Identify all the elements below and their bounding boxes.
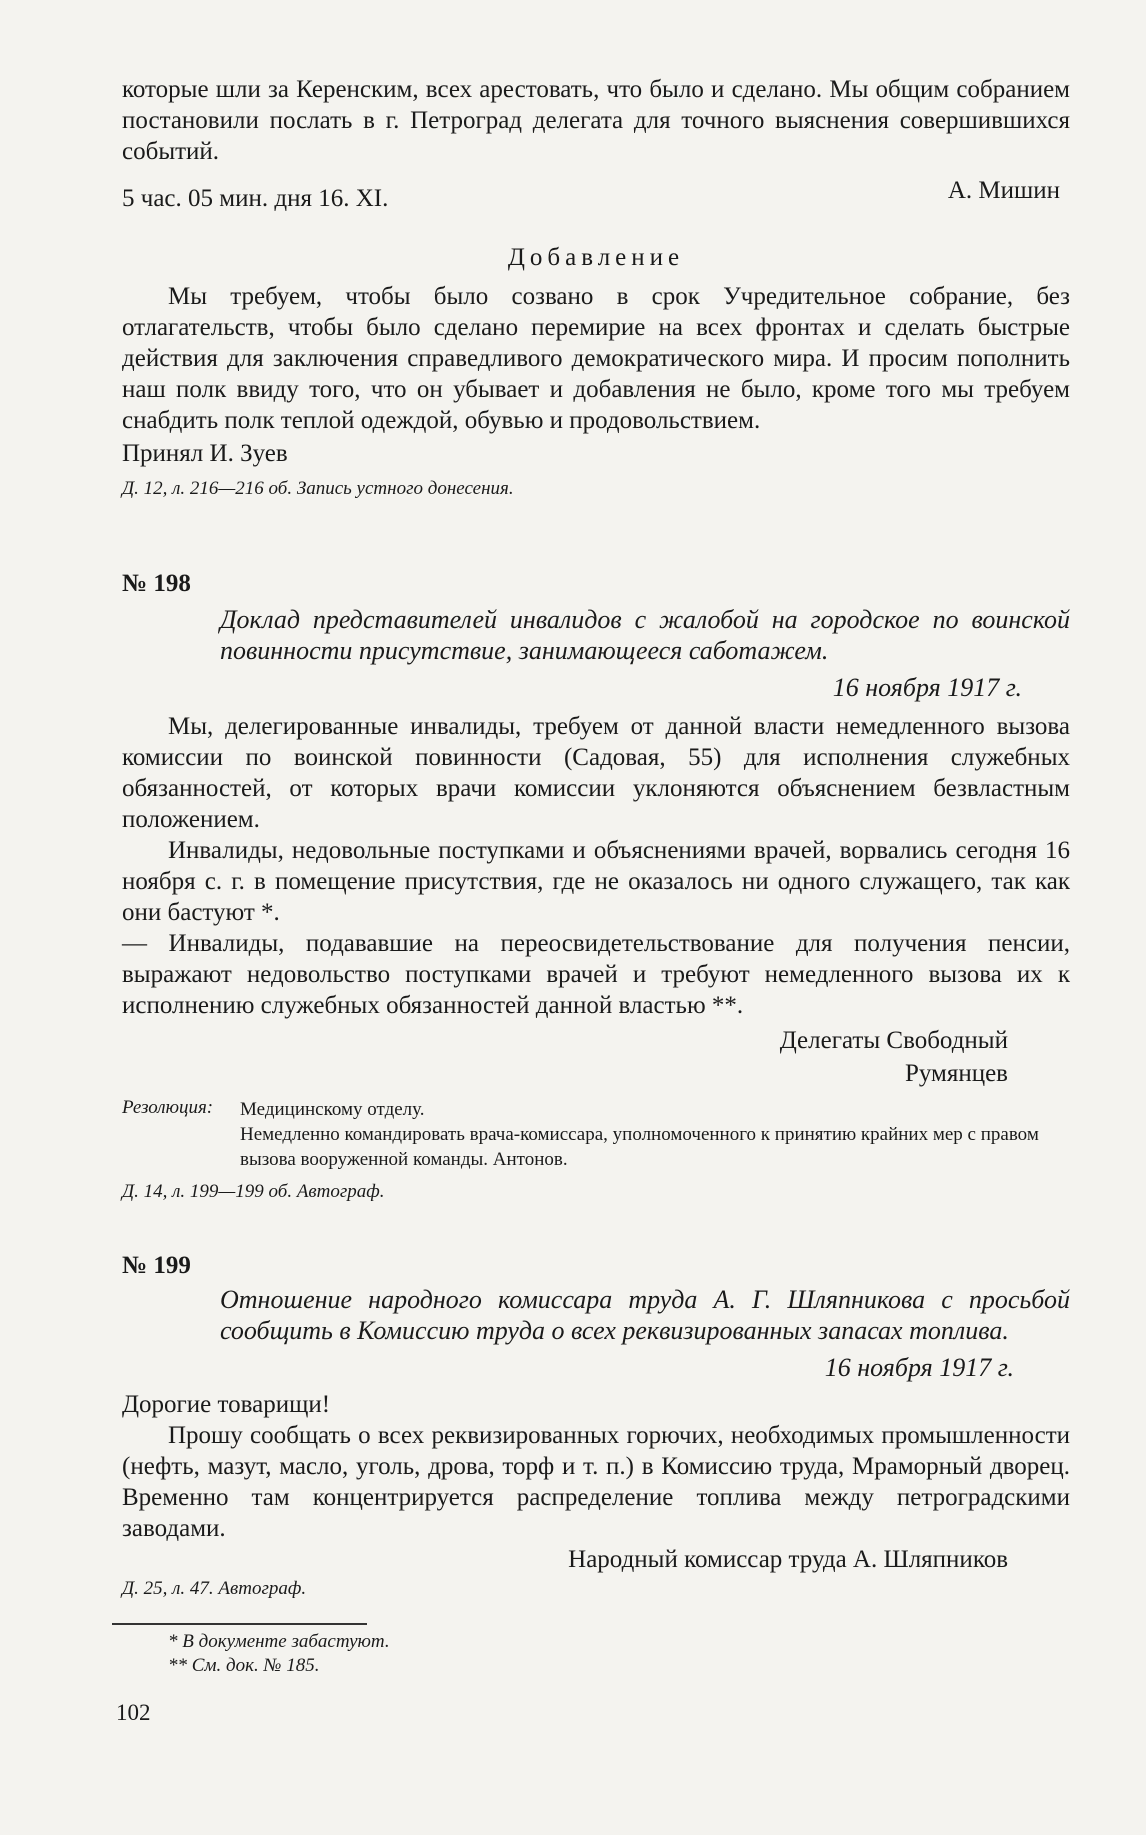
addendum-heading: Добавление (507, 244, 685, 271)
doc198-resolution (122, 1097, 1070, 1172)
doc199-greeting: Дорогие товарищи! (122, 1391, 331, 1418)
opening-text: которые шли за Керенским, всех арестовать, что было и сделано. Мы общим собранием постановили послать в г. Петроград делегата для точного выяснения совершившихся событий. (122, 76, 1070, 165)
resolution-line-1: Медицинскому отделу. (240, 1099, 425, 1120)
doc199-signer: Народный комиссар труда А. Шляпников (568, 1546, 1008, 1573)
doc198-number: № 198 (122, 570, 191, 597)
addendum-source: Д. 12, л. 216—216 об. Запись устного донесения. (122, 478, 514, 499)
opening-time: 5 час. 05 мин. дня 16. XI. (122, 185, 389, 212)
footnotes (168, 1630, 868, 1678)
footnote-2: ** См. док. № 185. (168, 1655, 320, 1676)
doc198-date: 16 ноября 1917 г. (832, 673, 1022, 702)
opening-section (122, 74, 1070, 214)
doc198-paragraph-3: — Инвалиды, подававшие на переосвидетельствование для получения пенсии, выражают недовольство поступками врачей и требуют немедленного вызова их к исполнению служебных обязанностей данной властью **. (122, 930, 1070, 1019)
doc198-signer-2: Румянцев (904, 1060, 1008, 1087)
doc198-title: Доклад представителей инвалидов с жалобой на городское по воинской повинности присутствие, занимающееся саботажем. (220, 605, 1070, 665)
resolution-label: Резолюция: (122, 1097, 214, 1118)
doc198-paragraph-2: Инвалиды, недовольные поступками и объяснениями врачей, ворвались сегодня 16 ноября с. г. в помещение присутствия, где не оказалось ни одного служащего, так как они бастуют *. (122, 837, 1070, 926)
doc198-source: Д. 14, л. 199—199 об. Автограф. (122, 1181, 385, 1202)
document-199 (122, 1252, 1070, 1601)
addendum-section (122, 242, 1070, 501)
document-198 (122, 570, 1070, 1204)
doc199-paragraph: Прошу сообщать о всех реквизированных горючих, необходимых промышленности (нефть, мазут, масло, уголь, дрова, торф и т. п.) в Комиссию труда, Мраморный дворец. Временно там концентрируется распределение топлива между петроградскими заводами. (122, 1422, 1070, 1542)
doc199-title: Отношение народного комиссара труда А. Г. Шляпникова с просьбой сообщить в Комиссию труда о всех реквизированных запасах топлива. (220, 1285, 1070, 1345)
addendum-accepted: Принял И. Зуев (122, 440, 288, 467)
footnote-1: * В документе забастуют. (168, 1631, 390, 1652)
opening-signer: А. Мишин (947, 177, 1060, 204)
doc198-paragraph-1: Мы, делегированные инвалиды, требуем от данной власти немедленного вызова комиссии по воинской повинности (Садовая, 55) для исполнения служебных обязанностей, от которых врачи комиссии уклоняются объяснением безвластным положением. (122, 713, 1070, 833)
addendum-text: Мы требуем, чтобы было созвано в срок Учредительное собрание, без отлагательств, чтобы было сделано перемирие на всех фронтах и сделать быстрые действия для заключения справедливого демократического мира. И просим пополнить наш полк ввиду того, что он убывает и добавления не было, кроме того мы требуем снабдить полк теплой одеждой, обувью и продовольствием. (122, 283, 1070, 434)
footnote-divider (112, 1623, 367, 1625)
doc199-number: № 199 (122, 1252, 191, 1279)
doc199-source: Д. 25, л. 47. Автограф. (122, 1578, 307, 1599)
page-number: 102 (116, 1700, 151, 1725)
resolution-line-2: Немедленно командировать врача-комиссара, уполномоченного к принятию крайних мер с правом вызова вооруженной команды. Антонов. (240, 1124, 1039, 1170)
doc198-signer-1: Делегаты Свободный (779, 1027, 1008, 1054)
doc199-date: 16 ноября 1917 г. (824, 1353, 1014, 1382)
